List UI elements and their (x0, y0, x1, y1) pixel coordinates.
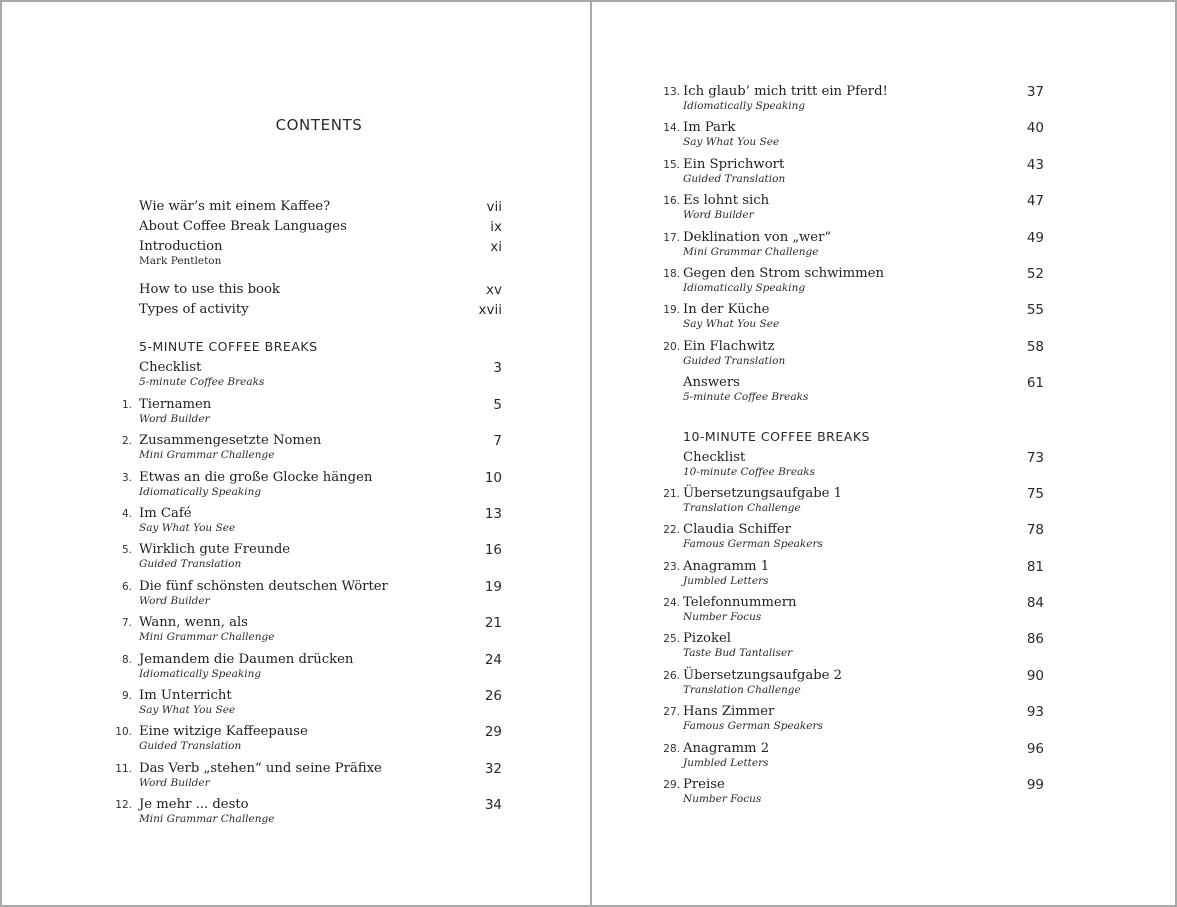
toc-entry[interactable] (2, 651, 502, 687)
toc-entry-subtitle: Guided Translation (139, 558, 242, 571)
toc-entry-page: 24 (484, 651, 502, 668)
toc-entry-page: 47 (1026, 193, 1044, 210)
toc-entry-number: 15. (663, 158, 680, 171)
section-heading (592, 427, 1044, 449)
toc-entry-page: xv (486, 282, 502, 299)
toc-entry[interactable] (2, 505, 502, 541)
toc-entry-page: 86 (1026, 631, 1044, 648)
toc-entry-subtitle: Jumbled Letters (683, 574, 769, 587)
toc-entry-page: xi (490, 239, 502, 255)
toc-entry-title: Etwas an die große Glocke hängen (139, 469, 373, 485)
toc-entry-title: Wirklich gute Freunde (139, 542, 291, 558)
toc-entry[interactable] (592, 301, 1044, 337)
toc-entry-subtitle: Say What You See (139, 703, 236, 716)
toc-entry-page: 78 (1026, 522, 1044, 539)
toc-entry-title: Wann, wenn, als (139, 615, 248, 631)
toc-entry-number: 10. (115, 726, 132, 739)
toc-entry-number: 23. (663, 560, 680, 573)
toc-entry-title: Checklist (683, 449, 746, 465)
toc-entry-subtitle: Word Builder (683, 209, 754, 222)
toc-entry-title: Telefonnummern (683, 595, 797, 611)
toc-entry-subtitle: Word Builder (139, 594, 210, 607)
toc-entry-title: Hans Zimmer (683, 704, 775, 720)
toc-entry[interactable] (2, 396, 502, 432)
toc-entry-author: Mark Pentleton (139, 255, 222, 267)
toc-entry-title: Eine witzige Kaffeepause (139, 724, 308, 740)
toc-entry-page: 37 (1026, 84, 1044, 100)
toc-entry[interactable] (2, 432, 502, 468)
toc-entry-number: 8. (121, 653, 132, 666)
toc-entry-subtitle: Word Builder (139, 776, 210, 789)
toc-entry-page: 29 (484, 724, 502, 741)
toc-entry-page: 16 (484, 542, 502, 559)
toc-entry-title: Im Café (139, 505, 192, 521)
toc-entry-page: 5 (493, 396, 502, 413)
toc-entry[interactable] (592, 558, 1044, 594)
toc-entry-number: 28. (663, 742, 680, 755)
section-heading (2, 337, 502, 359)
toc-entry-page: 34 (484, 797, 502, 814)
toc-entry-title: Zusammengesetzte Nomen (139, 433, 322, 449)
toc-entry-answers[interactable] (592, 374, 1044, 410)
toc-entry-page: 52 (1026, 265, 1044, 282)
toc-entry-number: 25. (663, 633, 680, 646)
toc-entry-page: 26 (484, 687, 502, 704)
toc-entry-title: Tiernamen (139, 396, 212, 412)
toc-entry[interactable] (592, 265, 1044, 301)
toc-entry-subtitle: Word Builder (139, 412, 210, 425)
toc-entry-page: 43 (1026, 156, 1044, 173)
toc-entry-title: Types of activity (139, 302, 249, 318)
toc-entry-number: 22. (663, 524, 680, 537)
toc-entry-subtitle: Guided Translation (683, 354, 786, 367)
toc-entry-number: 6. (121, 580, 132, 593)
toc-entry[interactable] (592, 740, 1044, 776)
toc-entry-title: Die fünf schönsten deutschen Wörter (139, 578, 388, 594)
toc-entry-page: ix (490, 219, 502, 235)
toc-entry[interactable] (2, 760, 502, 796)
toc-entry[interactable] (592, 338, 1044, 374)
toc-entry-title: About Coffee Break Languages (139, 219, 347, 234)
toc-entry-subtitle: Mini Grammar Challenge (683, 245, 819, 258)
toc-entry-subtitle: Taste Bud Tantaliser (683, 647, 793, 660)
toc-entry-title: In der Küche (683, 302, 770, 318)
toc-entry-page: 13 (484, 505, 502, 522)
left-page (2, 2, 590, 905)
toc-entry-number: 12. (115, 799, 132, 812)
toc-entry-title: Gegen den Strom schwimmen (683, 265, 884, 281)
toc-entry-subtitle: Translation Challenge (683, 501, 801, 514)
toc-entry-title: Je mehr ... desto (139, 797, 249, 813)
toc-entry-title: How to use this book (139, 282, 280, 298)
section-heading-label: 10-MINUTE COFFEE BREAKS (683, 428, 870, 444)
toc-entry-page: 84 (1026, 595, 1044, 612)
toc-entry-subtitle: Number Focus (683, 793, 762, 806)
toc-entry[interactable] (592, 83, 1044, 119)
toc-entry-subtitle: Mini Grammar Challenge (139, 813, 275, 826)
toc-entry[interactable] (2, 723, 502, 759)
toc-entry-page: 99 (1026, 777, 1044, 794)
toc-entry-subtitle: 5-minute Coffee Breaks (683, 391, 809, 404)
toc-entry-subtitle: Jumbled Letters (683, 756, 769, 769)
toc-entry-number: 21. (663, 487, 680, 500)
toc-entry-introduction[interactable] (2, 238, 502, 274)
toc-entry-number: 29. (663, 779, 680, 792)
toc-entry-page: 32 (484, 760, 502, 777)
toc-entry-page: 96 (1026, 740, 1044, 757)
toc-entry-page: 73 (1026, 449, 1044, 466)
toc-entry[interactable] (592, 156, 1044, 192)
spacer (2, 321, 502, 337)
toc-entry[interactable] (2, 687, 502, 723)
toc-entry-front-5[interactable] (2, 301, 502, 321)
toc-entry-front-1[interactable] (2, 198, 502, 218)
toc-entry-subtitle: Guided Translation (139, 740, 242, 753)
toc-entry[interactable] (592, 485, 1044, 521)
toc-entry-number: 11. (115, 762, 132, 775)
toc-entry[interactable] (592, 229, 1044, 265)
toc-entry-number: 9. (121, 689, 132, 702)
toc-entry-title: Das Verb „stehen“ und seine Präfixe (139, 760, 382, 776)
toc-entry-number: 18. (663, 267, 680, 280)
toc-entry-number: 5. (121, 544, 132, 557)
toc-entry-subtitle: 5-minute Coffee Breaks (139, 376, 265, 389)
spacer (592, 411, 1044, 427)
toc-entry-subtitle: Mini Grammar Challenge (139, 631, 275, 644)
section-heading-label: 5-MINUTE COFFEE BREAKS (139, 339, 318, 355)
toc-entry-subtitle: Say What You See (683, 136, 780, 149)
toc-entry-title: Übersetzungsaufgabe 2 (683, 667, 843, 683)
toc-entry-number: 16. (663, 195, 680, 208)
toc-entry[interactable] (2, 796, 502, 832)
toc-entry-subtitle: Idiomatically Speaking (139, 485, 262, 498)
toc-entry-page: 21 (484, 615, 502, 632)
toc-entry-title: Introduction (139, 239, 223, 254)
toc-entry-subtitle: 10-minute Coffee Breaks (683, 465, 816, 478)
toc-entry[interactable] (592, 630, 1044, 666)
toc-entry-subtitle: Number Focus (683, 611, 762, 624)
toc-entry-title: Ein Sprichwort (683, 156, 785, 172)
toc-entry-page: xvii (478, 302, 502, 319)
toc-entry-number: 26. (663, 669, 680, 682)
toc-entry[interactable] (592, 192, 1044, 228)
toc-entry-page: 49 (1026, 229, 1044, 246)
right-page (590, 2, 1177, 905)
toc-entry-page: 90 (1026, 667, 1044, 684)
toc-entry-title: Pizokel (683, 631, 731, 647)
toc-entry-number: 2. (121, 435, 132, 448)
toc-entry-subtitle: Translation Challenge (683, 683, 801, 696)
toc-entry-title: Preise (683, 777, 725, 793)
toc-entry[interactable] (2, 614, 502, 650)
toc-entry[interactable] (592, 521, 1044, 557)
toc-entry-subtitle: Mini Grammar Challenge (139, 449, 275, 462)
toc-entry-page: 61 (1026, 375, 1044, 392)
toc-entry-number: 27. (663, 706, 680, 719)
toc-entry-checklist[interactable] (592, 449, 1044, 485)
toc-entry-title: Jemandem die Daumen drücken (139, 651, 354, 667)
toc-entry-title: Anagramm 2 (683, 740, 770, 756)
toc-entry-page: 40 (1026, 120, 1044, 137)
toc-entry-page: 81 (1026, 558, 1044, 575)
toc-entry-page: 7 (493, 433, 502, 450)
toc-entry-subtitle: Famous German Speakers (683, 538, 823, 551)
toc-entry-page: 93 (1026, 704, 1044, 721)
page-title: CONTENTS (275, 116, 363, 134)
toc-entry-number: 4. (121, 507, 132, 520)
toc-entry-page: 55 (1026, 302, 1044, 319)
toc-entry-subtitle: Say What You See (683, 318, 780, 331)
toc-entry-subtitle: Famous German Speakers (683, 720, 823, 733)
toc-entry[interactable] (592, 119, 1044, 155)
toc-entry-front-4[interactable] (2, 281, 502, 301)
toc-entry-number: 24. (663, 597, 680, 610)
toc-right (592, 83, 1044, 812)
toc-entry-title: Im Park (683, 120, 736, 136)
toc-entry-front-2[interactable] (2, 218, 502, 238)
toc-entry-title: Wie wär’s mit einem Kaffee? (139, 199, 331, 214)
toc-entry-title: Checklist (139, 360, 202, 376)
toc-entry-number: 3. (121, 471, 132, 484)
toc-entry[interactable] (592, 667, 1044, 703)
toc-entry-page: vii (486, 199, 502, 215)
toc-entry-page: 19 (484, 578, 502, 595)
toc-entry-subtitle: Idiomatically Speaking (683, 100, 806, 112)
toc-entry-subtitle: Idiomatically Speaking (683, 281, 806, 294)
toc-entry-title: Im Unterricht (139, 687, 232, 703)
toc-entry-number: 17. (663, 231, 680, 244)
toc-entry[interactable] (2, 541, 502, 577)
toc-entry-number: 1. (121, 398, 132, 411)
toc-entry-title: Ein Flachwitz (683, 338, 775, 354)
toc-entry[interactable] (592, 776, 1044, 812)
toc-entry-title: Anagramm 1 (683, 558, 770, 574)
toc-entry-title: Übersetzungsaufgabe 1 (683, 485, 843, 501)
toc-entry-title: Ich glaub’ mich tritt ein Pferd! (683, 84, 888, 99)
toc-entry-page: 10 (484, 469, 502, 486)
toc-entry-subtitle: Guided Translation (683, 172, 786, 185)
toc-entry-subtitle: Idiomatically Speaking (139, 667, 262, 680)
toc-entry-checklist[interactable] (2, 359, 502, 395)
toc-entry[interactable] (592, 703, 1044, 739)
toc-left (2, 198, 502, 832)
toc-entry-title: Answers (683, 375, 740, 391)
toc-entry[interactable] (592, 594, 1044, 630)
toc-entry-page: 75 (1026, 485, 1044, 502)
toc-entry[interactable] (2, 578, 502, 614)
toc-entry[interactable] (2, 469, 502, 505)
toc-entry-number: 7. (121, 617, 132, 630)
toc-entry-title: Es lohnt sich (683, 193, 770, 209)
toc-entry-title: Claudia Schiffer (683, 522, 791, 538)
toc-entry-page: 3 (493, 360, 502, 377)
toc-entry-number: 14. (663, 122, 680, 135)
toc-entry-number: 20. (663, 340, 680, 353)
toc-entry-page: 58 (1026, 338, 1044, 355)
toc-entry-number: 13. (663, 86, 680, 98)
toc-entry-subtitle: Say What You See (139, 521, 236, 534)
toc-entry-title: Deklination von „wer“ (683, 229, 832, 245)
toc-entry-number: 19. (663, 304, 680, 317)
